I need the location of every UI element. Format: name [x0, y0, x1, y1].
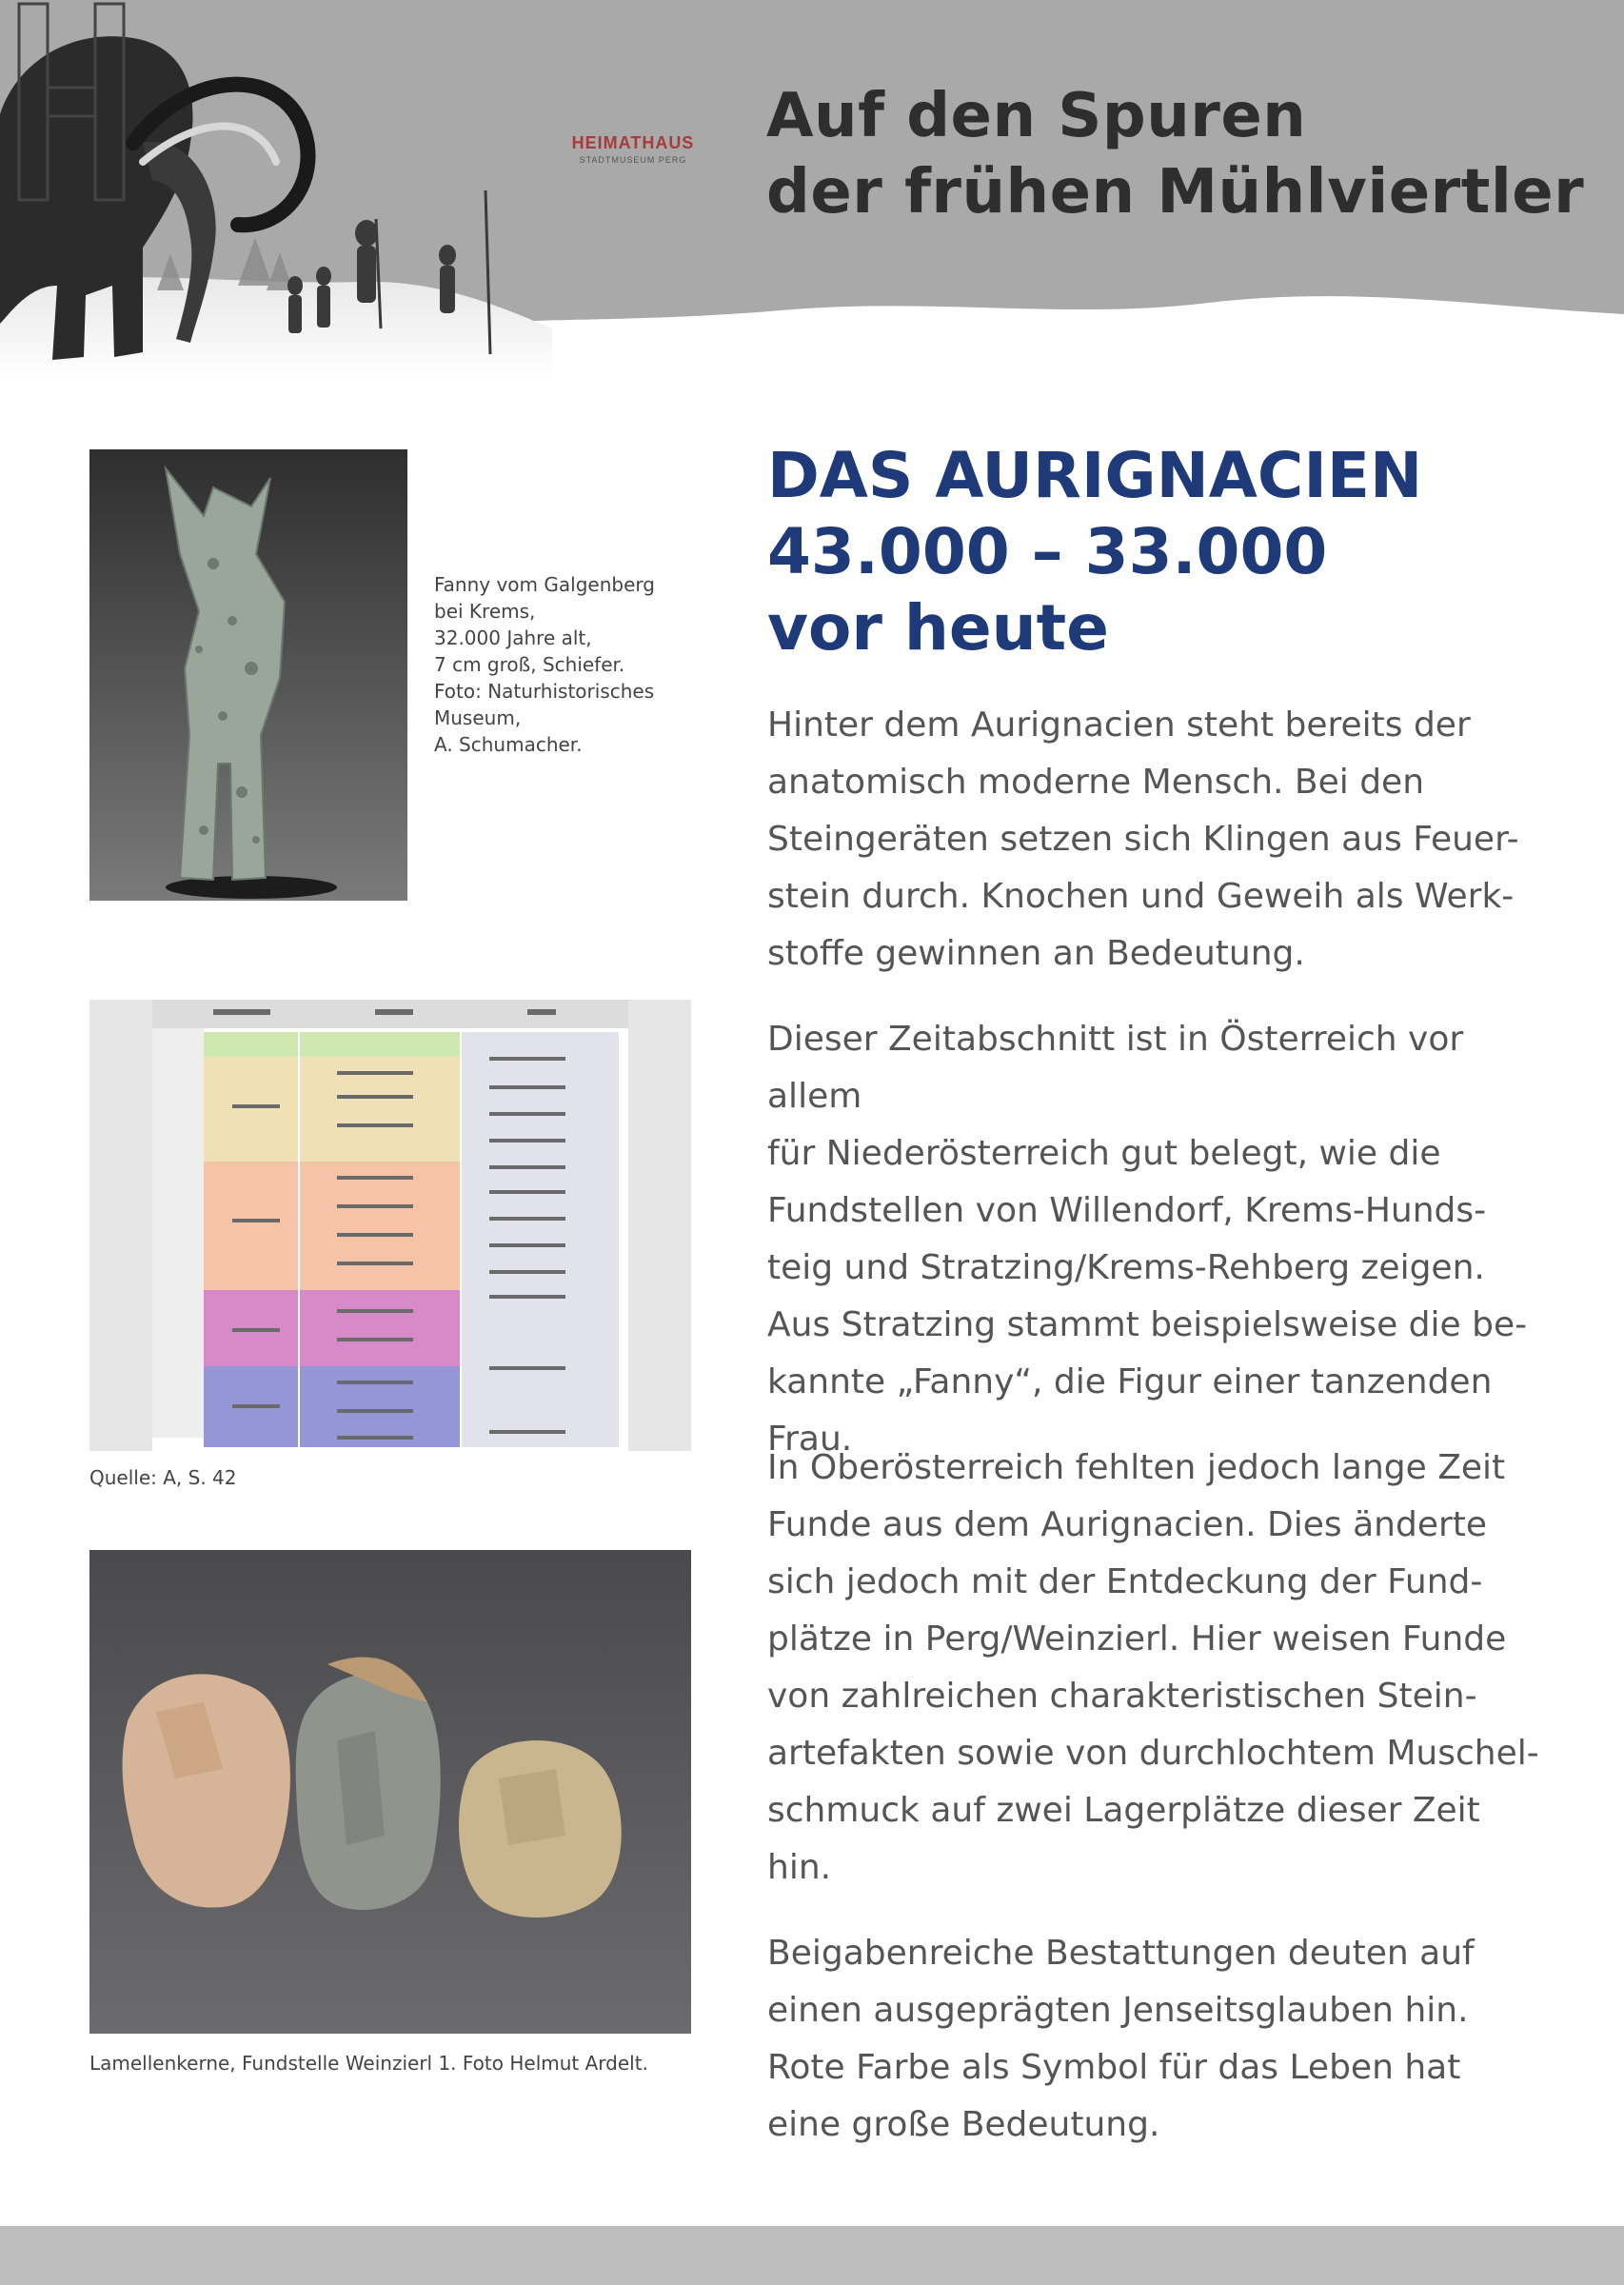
paragraph-4: Beigabenreiche Bestattungen deuten auf einen ausgeprägten Jenseitsglauben hin. Rote Farbe als Symbol für das Leben hat eine große Bedeutung. [767, 1934, 1475, 2144]
logo-subtitle: STADTMUSEUM PERG [579, 155, 687, 165]
stones-caption: Lamellenkerne, Fundstelle Weinzierl 1. Foto Helmut Ardelt. [89, 2052, 648, 2075]
heimathaus-logo [0, 0, 143, 204]
article-title-line-2: 43.000 – 33.000 [767, 515, 1328, 588]
header-title-line-2: der frühen Mühlviertler [766, 157, 1585, 228]
chronology-table-image [89, 1000, 691, 1451]
header-title-line-1: Auf den Spuren [766, 81, 1307, 151]
article-title-line-3: vor heute [767, 591, 1109, 665]
footer-band [0, 2226, 1624, 2285]
lamellenkerne-photo [89, 1550, 691, 2034]
paragraph-2: Dieser Zeitabschnitt ist in Österreich vor allem für Niederösterreich gut belegt, wie die Fundstellen von Willendorf, Krems-Hunds- teig und Stratzing/Krems-Rehberg zeigen. Aus Stratzing stammt beispielsweise die be- kannte „Fanny“, die Figur einer tanzenden Frau. [767, 1020, 1528, 1459]
logo-name: HEIMATHAUS [571, 133, 695, 152]
paragraph-3: In Oberösterreich fehlten jedoch lange Zeit Funde aus dem Aurignacien. Dies änderte sich jedoch mit der Entdeckung der Fund- plätze in Perg/Weinzierl. Hier weisen Funde von zahlreichen charakteristischen Stein- artefakten sowie von durchlochtem Muschel- schmuck auf zwei Lagerplätze dieser Zeit hin. [767, 1448, 1539, 1887]
header-title [766, 78, 1604, 230]
page-header [0, 0, 1624, 381]
fanny-caption: Fanny vom Galgenberg bei Krems, 32.000 Jahre alt, 7 cm groß, Schiefer. Foto: Naturhistorisches Museum, A. Schumacher. [434, 573, 655, 756]
fanny-figure-photo [89, 449, 407, 901]
article-title [767, 438, 1548, 666]
table-source-caption: Quelle: A, S. 42 [89, 1466, 237, 1489]
paragraph-1: Hinter dem Aurignacien steht bereits der anatomisch moderne Mensch. Bei den Steingeräten setzen sich Klingen aus Feuer- stein durch. Knochen und Geweih als Werk- stoffe gewinnen an Bedeutung. [767, 705, 1519, 973]
article-title-line-1: DAS AURIGNACIEN [767, 439, 1423, 512]
